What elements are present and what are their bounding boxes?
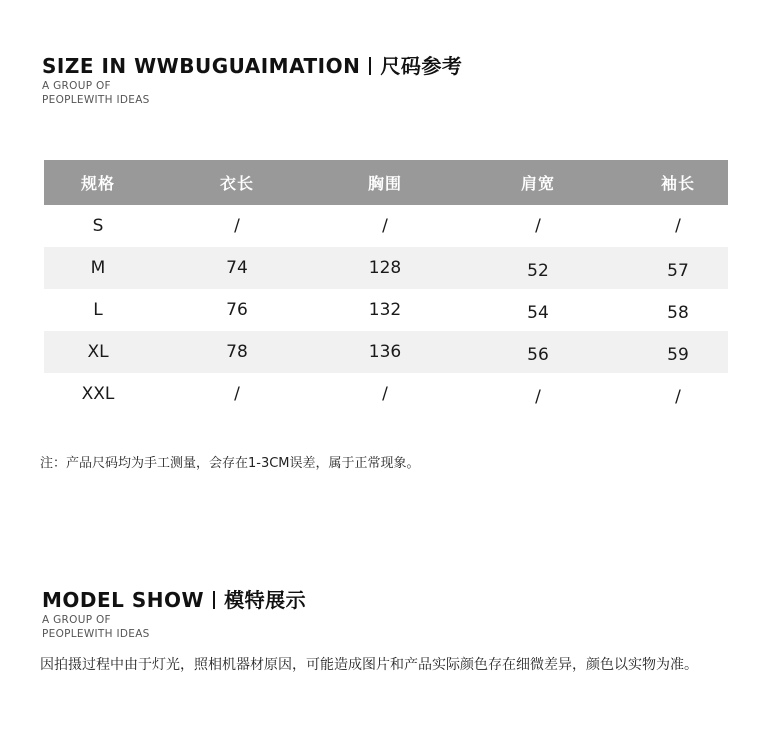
table-row <box>44 373 728 415</box>
table-cell: / <box>382 384 388 404</box>
table-cell: / <box>234 384 240 404</box>
table-cell: 59 <box>667 345 689 365</box>
table-cell: S <box>92 216 104 236</box>
table-cell: XXL <box>81 384 115 404</box>
size-tagline <box>42 79 150 107</box>
table-cell: 57 <box>667 261 689 281</box>
table-row <box>44 205 728 247</box>
header-cell: 肩宽 <box>520 174 555 193</box>
model-title-cn: 模特展示 <box>224 588 307 612</box>
table-row <box>44 247 728 289</box>
table-cell: M <box>90 258 106 278</box>
table-cell: 58 <box>667 303 689 323</box>
table-row <box>44 331 728 373</box>
size-title-en: SIZE IN WWBUGUAIMATION <box>42 54 361 78</box>
size-section-title <box>42 50 462 79</box>
title-divider <box>213 591 215 609</box>
table-cell: / <box>234 216 240 236</box>
table-cell: 76 <box>226 300 248 320</box>
size-note: 注：产品尺码均为手工测量，会存在1-3CM误差，属于正常现象。 <box>40 456 420 471</box>
table-cell: L <box>93 300 103 320</box>
table-cell: / <box>535 387 541 407</box>
table-cell: 56 <box>527 345 549 365</box>
table-cell: / <box>382 216 388 236</box>
tagline-line-1: A GROUP OF <box>42 80 111 92</box>
table-cell: / <box>675 387 681 407</box>
model-title-en: MODEL SHOW <box>42 588 205 612</box>
table-cell: 54 <box>527 303 549 323</box>
table-header-row <box>44 160 728 205</box>
tagline-line-1: A GROUP OF <box>42 614 111 626</box>
header-cell: 规格 <box>80 174 115 193</box>
table-cell: 132 <box>368 300 402 320</box>
tagline-line-2: PEOPLEWITH IDEAS <box>42 628 150 640</box>
header-cell: 衣长 <box>219 174 254 193</box>
model-section-title <box>42 584 306 613</box>
size-title-cn: 尺码参考 <box>380 54 463 78</box>
size-table <box>44 160 728 415</box>
table-cell: / <box>675 216 681 236</box>
model-tagline <box>42 613 150 641</box>
table-cell: 74 <box>226 258 248 278</box>
header-cell: 胸围 <box>367 174 402 193</box>
tagline-line-2: PEOPLEWITH IDEAS <box>42 94 150 106</box>
table-cell: 52 <box>527 261 549 281</box>
table-cell: 78 <box>226 342 248 362</box>
table-cell: 128 <box>368 258 402 278</box>
title-divider <box>369 57 371 75</box>
table-cell: / <box>535 216 541 236</box>
table-row <box>44 289 728 331</box>
header-cell: 袖长 <box>660 174 695 193</box>
model-description: 因拍摄过程中由于灯光，照相机器材原因，可能造成图片和产品实际颜色存在细微差异，颜色以实物为准。 <box>40 657 698 673</box>
table-cell: XL <box>87 342 109 362</box>
table-cell: 136 <box>368 342 402 362</box>
